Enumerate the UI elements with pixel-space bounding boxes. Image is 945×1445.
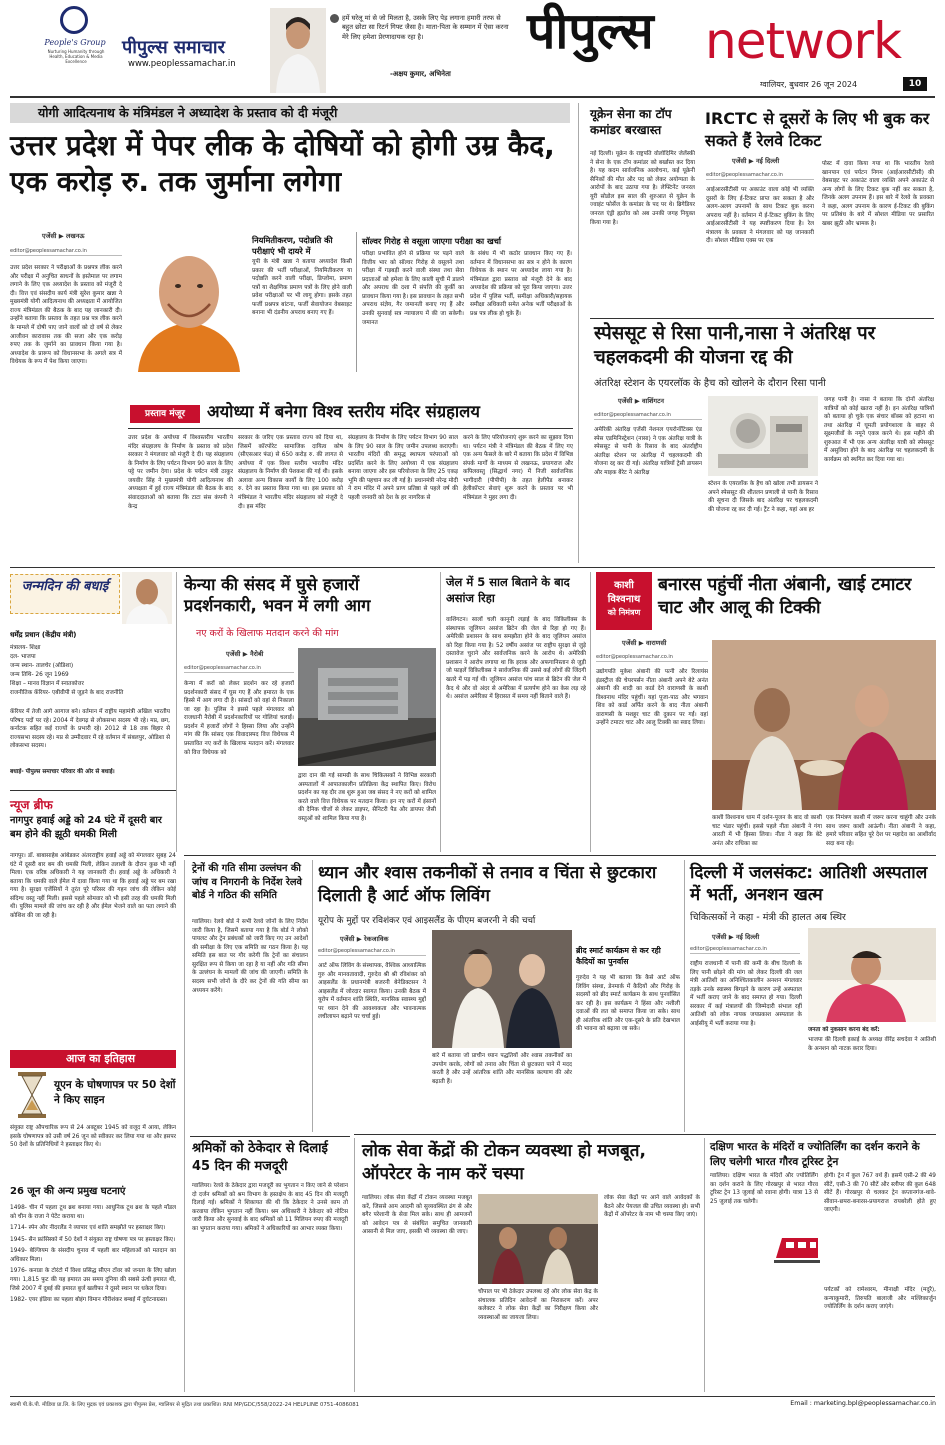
irctc-headline: IRCTC से दूसरों के लिए भी बुक कर सकते हैं रेलवे टिकट bbox=[705, 109, 930, 150]
kenya-col2: द्वारा दान की गई सामग्री के साथ चिकित्सकों ने विभिन्न सरकारी अस्पतालों में आपातकालीन प्रतिक्रिया केंद्र स्थापित किए। विरोध प्रदर्शन का यह दौर तब शुरू हुआ जब संसद ने नए करों को शामिल करते वाले वित्त विधेयक पर मतदान किया। इन नए करों में इंसानों की दैनिक चीजों से लेकर डाइपर, सैनिटरी पैड और डायपर जैसी वस्तुओं को शामिल किया गया है। bbox=[298, 773, 436, 822]
ayodhya-col1: उत्तर प्रदेश के अयोध्या में विश्वस्तरीय भारतीय मंदिर संग्रहालय के निर्माण के प्रस्ताव को प्रदेश सरकार ने मंगलवार को मंजूरी दे दी। यह संग्रहालय के निर्माण के लिए पर्यटन विभाग 90 साल के लिए पट्टे पर जमीन देगा। प्रदेश के पर्यटन मंत्री ठाकुर जयवीर सिंह ने मुख्यमंत्री योगी आदित्यनाथ की अध्यक्षता में हुई राज्य मंत्रिमंडल की बैठक के बाद संवाददाताओं को बताया कि टाटा संस कंपनी ने केन्द्र bbox=[128, 435, 233, 510]
kenya-col1: केन्या में करों को लेकर प्रदर्शन कर रहे हजारों प्रदर्शनकारी संसद में घुस गए हैं और इमारत के एक हिस्से में आग लगा दी है। सांसदों को वहां से निकाला जा रहा है। पुलिस ने इससे पहले मंगलवार को राजधानी नैरोबी में प्रदर्शनकारियों पर गोलियां चलाईं। प्रदर्शन में हजारों लोगों ने हिस्सा लिया और उन्होंने मांग की कि सांसद एक विवादास्पद वित्त विधेयक में प्रस्तावित नए करों के खिलाफ मतदान करें। मंगलवार को वित्त विधेयक को bbox=[184, 681, 294, 756]
workers-body: ग्वालियर। रेलवे के ठेकेदार द्वारा मजदूरी का भुगतान न किए जाने से परेशान दो दर्जन श्रमिकों को श्रम विभाग के हस्तक्षेप के बाद 45 दिन की मजदूरी दिलाई गई। श्रमिकों ने शिकायत की थी कि ठेकेदार ने उनसे काम तो करवाया लेकिन भुगतान नहीं किया। श्रम अधिकारी ने ठेकेदार को नोटिस जारी किया और सुनवाई के बाद श्रमिकों को 11 मिलियन रुपए की मजदूरी का भुगतान कराया गया। श्रमिकों ने अधिकारियों का आभार व्यक्त किया। bbox=[192, 1183, 348, 1232]
birthday-dob: जन्म तिथि- 26 जून 1969 bbox=[10, 672, 69, 678]
group-tagline: Nurturing Humanity through Health, Education & Media Excellence bbox=[47, 49, 105, 65]
bharat-headline: दक्षिण भारत के मंदिरों व ज्योतिर्लिंग का दर्शन कराने के लिए चलेगी भारत गौरव टूरिस्ट ट्रेन bbox=[710, 1141, 920, 1168]
bharat-col2: होगी। ट्रेन में कुल 767 वर्थ हैं। इसमें एसी-2 की 49 सीटें, एसी-3 की 70 सीटें और स्लीपर की कुल 648 सीटें हैं। गोरखपुर से चलकर ट्रेन कप्तानगंज-थावे-सीवान-छपरा-बनारस-प्रयागराज रायबरेली होते हुए जाएगी। bbox=[824, 1173, 936, 1214]
page-number: 10 bbox=[903, 77, 927, 91]
birthday-body: कॅरियर में तेजी आगे आगाज बने। वर्तमान में राष्ट्रीय महामंत्री अखिल भारतीय परिषद पदों पर रहे। 2004 में देवगढ़ से लोकसभा सदस्य भी रहे। मप्र, छग, कर्नाटक सहित कई राज्यों के प्रभारी रहे। 2012 से 18 तक बिहार से राज्यसभा सदस्य रहे। मप्र से उम्मीदवार में रहे वर्तमान में संबलपुर, ओडिशा से लोकसभा सदस्य। bbox=[10, 709, 170, 750]
nita-tag bbox=[596, 572, 652, 630]
history-events bbox=[10, 1204, 176, 1390]
delhi-caption: भाजपा की दिल्ली इकाई के अध्यक्ष वीरेंद्र सचदेवा ने आतिशी के अनशन को नाटक करार दिया। bbox=[808, 1037, 936, 1052]
birthday-wish: बधाई- पीपुल्स समाचार परिवार की ओर से बधाई। bbox=[10, 769, 115, 775]
ukraine-headline: यूक्रेन सेना का टॉप कमांडर बरखास्त bbox=[590, 107, 672, 138]
train-photo bbox=[772, 1224, 822, 1270]
website-link[interactable]: www.peoplessamachar.in bbox=[128, 59, 236, 69]
irctc-email: editor@peoplessamachar.co.in bbox=[706, 172, 814, 180]
trains-headline: ट्रेनों की गति सीमा उल्लंघन की जांच व निगरानी के निर्देश रेलवे बोर्ड ने गठित की समिति bbox=[192, 863, 302, 902]
birthday-name: धर्मेंद्र प्रधान (केंद्रीय मंत्री) bbox=[10, 630, 77, 639]
nita-headline: बनारस पहुंचीं नीता अंबानी, खाई टमाटर चाट और आलू की टिक्की bbox=[658, 575, 912, 618]
masthead bbox=[0, 0, 945, 100]
nita-caption1: काशी विश्वनाथ धाम में दर्शन-पूजन के बाद वो काशी चाट भंडार पहुंचीं। इससे पहले नीता अंबानी ने गंगा आरती में भी हिस्सा लिया। नीता ने कहा कि बेटे अनंत और राधिका का bbox=[712, 815, 822, 847]
history-event: 1982- एयर इंडिया का पहला बोइंग विमान गौरीशंकर बम्बई में दुर्घटनाग्रस्त। bbox=[10, 1297, 168, 1304]
trains-body: ग्वालियर। रेलवे बोर्ड ने सभी रेलवे जोनों के लिए निर्देश जारी किया है, जिसमें बताया गया है कि बोर्ड ने लोको पायलट और ट्रेन प्रबंधकों को जारी किए गए उन आदेशों की समीक्षा के लिए एक समिति का गठन किया है। यह समिति इस बात पर गौर करेगी कि ट्रेनों का संचालन सुरक्षित रूप से किया जा रहा है या नहीं और गति सीमा के उल्लंघन के मामलों की जांच की जाएगी। समिति के सदस्य सभी जोनों के दौरे कर ट्रेनों की गति सीमा का अध्ययन करेंगे। bbox=[192, 919, 308, 994]
kenya-email: editor@peoplessamachar.co.in bbox=[184, 665, 294, 673]
nasa-photo bbox=[708, 396, 818, 476]
delhi-caption-head: जनता को नुकसान करना बंद करें: bbox=[808, 1027, 880, 1033]
nasa-headline: स्पेससूट से रिसा पानी,नासा ने अंतरिक्ष पर चहलकदमी की योजना रद्द की bbox=[594, 323, 876, 369]
token-col3: लोक सेवा केंद्रों पर आने वाले आवेदकों के बैठने और पेयजल की उचित व्यवस्था हो। सभी केंद्रों में ऑपरेटर के नाम भी चस्पा किए जाएं। bbox=[604, 1195, 700, 1219]
kenya-subhead: नए करों के खिलाफ मतदान करने की मांग bbox=[196, 628, 339, 639]
ad-portrait bbox=[270, 8, 326, 93]
delhi-body: राष्ट्रीय राजधानी में पानी की कमी के बीच दिल्ली के लिए पानी छोड़ने की मांग को लेकर दिल्ली की जल मंत्री आतिशी का अनिश्चितकालीन अनशन मंगलवार तड़के उनके स्वास्थ्य बिगड़ने के कारण उन्हें अस्पताल में भर्ती कराए जाने के बाद समाप्त हो गया। दिल्ली सरकार में कई मंत्रालयों की जिम्मेदारी संभाल रहीं आतिशी को लोक नायक जयप्रकाश अस्पताल के आईसीयू में भर्ती कराया गया है। bbox=[690, 961, 802, 1028]
atishi-photo bbox=[808, 928, 936, 1022]
bharat-col1: ग्वालियर। दक्षिण भारत के मंदिरों और ज्योतिर्लिंग का दर्शन कराने के लिए गोरखपुर से भारत गौरव टूरिस्ट ट्रेन 13 जुलाई को रवाना होगी। यात्रा 13 से 25 जुलाई तक चलेगी। bbox=[710, 1173, 818, 1205]
ad-author: -अक्षय कुमार, अभिनेता bbox=[390, 70, 451, 78]
cm-photo bbox=[128, 232, 250, 372]
lead-body: उत्तर प्रदेश सरकार ने परीक्षाओं के प्रश्नपत्र लीक करने और परीक्षा में अनुचित साधनों के इस्तेमाल पर लगाम लगाने के लिए एक अध्यादेश के प्रस्ताव को मंजूरी दे दी। वित्त एवं संसदीय कार्य मंत्री सुरेश कुमार खन्ना ने मुख्यमंत्री योगी आदित्यनाथ की अध्यक्षता में आयोजित राज्य मंत्रिमंडल की बैठक के बाद यह जानकारी दी। उन्होंने बताया कि प्रस्ताव के तहत प्रश्न पत्र लीक करने के मामले में दोषी पाए जाने वालों को दो वर्ष से लेकर आजीवन कारावास तक की सजा और एक करोड़ रुपए तक के जुर्माने का प्रावधान किया गया है। अध्यादेश के प्रारूप को विधानसभा के अगले सत्र में विधेयक के रूप में पेश किया जाएगा। bbox=[10, 265, 122, 366]
ad-quote: हमें घरेलू मां से जो मिलता है, उसके लिए पेड़ लगाना हमारी तरफ से बहुत छोटा सा रिटर्न गिफ्ट जैसा है। माता-पिता के सम्मान में ऐसा करना मेरे लिए हमेशा प्रेरणादायक रहा है। bbox=[342, 14, 509, 41]
workers-headline: श्रमिकों को ठेकेदार से दिलाई 45 दिन की मजदूरी bbox=[192, 1141, 328, 1174]
birthday-heading: जन्मदिन की बधाई bbox=[10, 574, 120, 614]
sri-byline: एजेंसी ▶ रेकजाविक bbox=[340, 935, 389, 943]
history-events-heading: 26 जून की अन्य प्रमुख घटनाएं bbox=[10, 1186, 126, 1197]
ayodhya-col2: सरकार के जरिए एक प्रस्ताव राज्य को दिया था, जिसमें कॉरपोरेट सामाजिक दायित्व कोष (सीएसआर फंड) से 650 करोड़ रु. की लागत से अयोध्या में एक विश्व स्तरीय भारतीय मंदिर संग्रहालय के निर्माण की पेशकश की गई थी। इसके अलावा अन्य विकास कार्यों के लिए 100 करोड़ रु. देने का प्रस्ताव किया गया था। इस प्रस्ताव को मंत्रिमंडल ने भारतीय मंदिर संग्रहालय को मंजूरी दे दी। इस मंदिर bbox=[238, 435, 343, 510]
lead-kicker: योगी आदित्यनाथ के मंत्रिमंडल ने अध्यादेश के प्रस्ताव को दी मंजूरी bbox=[10, 103, 570, 123]
paper-name: पीपुल्स समाचार bbox=[122, 37, 225, 58]
ayodhya-col4: करने के लिए परियोजनाएं शुरू करने का सुझाव दिया था। पर्यटन मंत्री ने मंत्रिमंडल की बैठक में लिए गए एक अन्य फैसले के बारे में बताया कि प्रदेश में विभिन्न संपर्क मार्गों के माध्यम से लखनऊ, प्रयागराज और कपिलवस्तु (सिद्धार्थ नगर) में निजी सार्वजनिक भागीदारी (पीपीपी) के तहत हेलीपैड बनाकर हेलीकॉप्टर सेवाएं शुरू करने के प्रस्ताव पर भी मंत्रिमंडल ने मुहर लगा दी। bbox=[463, 435, 573, 502]
birthday-ministry: मंत्रालय- शिक्षा bbox=[10, 645, 41, 651]
nita-byline: एजेंसी ▶ वाराणसी bbox=[622, 639, 667, 647]
assange-body: वाशिंगटन। सालों चली कानूनी लड़ाई के बाद विकिलीक्स के संस्थापक जूलियन असांज ब्रिटेन की जेल से रिहा हो गए हैं। अमेरिकी प्रशासन के साथ समझौता होने के बाद जूलियन असांज को रिहा किया गया है। 52 वर्षीय असांज पर राष्ट्रीय सुरक्षा से जुड़े दस्तावेज चुराने और सार्वजनिक करने के आरोप थे। अमेरिकी प्रशासन ने आरोप लगाया था कि इराक और अफगानिस्तान से जुड़ी जो फाइलें विकिलीक्स ने सार्वजनिक कीं उससे कई लोगों की जिंदगी खतरे में पड़ गई थी। जूलियन असांज पांच साल से ब्रिटेन की जेल में कैद थे और वो अंदर से अमेरिका में प्रत्यर्पण होने का केस लड़ रहे थे। असांज अमेरिका में हिरासत में समय नहीं बिताने वाले हैं। bbox=[446, 617, 586, 701]
kenya-headline: केन्या की संसद में घुसे हजारों प्रदर्शनकारी, भवन में लगी आग bbox=[184, 575, 371, 616]
assange-headline: जेल में 5 साल बिताने के बाद असांज रिहा bbox=[446, 575, 570, 606]
bharat-col3: पर्यटकों को रामेश्वरम, मीनाक्षी मंदिर (मदुरै), कन्याकुमारी, तिरुपति बालाजी और मल्लिकार्जुन ज्योतिर्लिंग के दर्शन कराए जाएंगे। bbox=[824, 1287, 936, 1311]
birthday-birthplace: जन्म स्थान- तालचेर (ओडिशा) bbox=[10, 663, 74, 669]
kenya-photo bbox=[298, 648, 436, 766]
sri-headline: ध्यान और श्वास तकनीकों से तनाव व चिंता से छुटकारा दिलाती है आर्ट ऑफ लिविंग bbox=[318, 863, 657, 906]
ukraine-body: नई दिल्ली। यूक्रेन के राष्ट्रपति वोलोदिमिर जेलेंस्की ने सेना के एक टॉप कमांडर को बर्खास्त कर दिया है। यह कदम सार्वजनिक आलोचना, कई यूक्रेनी सैनिकों की मौत और पद को लेकर अयोग्यता के आरोपों के बाद उठाया गया है। लेफ्टिनेंट जनरल यूरी सोडोल इस साल की शुरुआत से यूक्रेन के ज्वाइंट फोर्सेज के कमांडर के पद पर थे। ब्रिगेडियर जनरल एंड्री ह्नातोव को अब उनकी जगह नियुक्त किया गया है। bbox=[590, 151, 695, 226]
history-headline: यूएन के घोषणापत्र पर 50 देशों ने किए साइन bbox=[54, 1079, 176, 1107]
delhi-email: editor@peoplessamachar.co.in bbox=[690, 946, 800, 954]
history-event: 1498- चीन में पहला टूथ ब्रश बनाया गया। आधुनिक टूथ ब्रश के पहले मॉडल को चीन के राजा ने पेटेंट कराया था। bbox=[10, 1205, 176, 1220]
irctc-col2: पोस्ट में दावा किया गया था कि भारतीय रेलवे खानपान एवं पर्यटन निगम (आईआरसीटीसी) की वेबसाइट पर अकाउंट वाला व्यक्ति अपने अकाउंट से अन्य लोगों के लिए टिकट बुक नहीं कर सकता है, जिनके अलग उपनाम हैं। इस बारे में रेलवे के प्रवक्ता ने कहा, अलग उपनाम के कारण ई-टिकट की बुकिंग पर प्रतिबंध के बारे में सोशल मीडिया पर प्रसारित खबर झूठी और भ्रामक है। bbox=[822, 161, 934, 228]
lead-headline: उत्तर प्रदेश में पेपर लीक के दोषियों को होगी उम्र कैद, एक करोड़ रु. तक जुर्माना लगेगा bbox=[10, 129, 555, 199]
nasa-subhead: अंतरिक्ष स्टेशन के एयरलॉक के हैच को खोलने के दौरान रिसा पानी bbox=[594, 378, 826, 389]
paper-title-english: network bbox=[705, 12, 902, 70]
footer-email[interactable]: Email : marketing.bpl@peoplessamachar.co.in bbox=[790, 1400, 936, 1407]
history-body: संयुक्त राष्ट्र औपचारिक रूप से 24 अक्टूबर 1945 को वजूद में आया, लेकिन इसके घोषणापत्र को उसी वर्ष 26 जून को स्वीकार कर लिया गया था और इसपर 50 देशों के प्रतिनिधियों ने हस्ताक्षर किए थे। bbox=[10, 1125, 176, 1149]
nasa-email: editor@peoplessamachar.co.in bbox=[594, 412, 702, 420]
ayodhya-headline: अयोध्या में बनेगा विश्व स्तरीय मंदिर संग्रहालय bbox=[207, 402, 480, 421]
delhi-headline: दिल्ली में जलसंकट: आतिशी अस्पताल में भर्ती, अनशन खत्म bbox=[690, 863, 928, 906]
lead-box-col1: परीक्षा प्रभावित होने से प्रक्रिया पर पड़ने वाले वित्तीय भार को सॉल्वर गिरोह से वसूलने तथा परीक्षा में गड़बड़ी करने वाली संस्था तथा सेवा प्रदाताओं को हमेशा के लिए काली सूची में डालने और अपराध की दशा में संपत्ति की कुर्की का प्रावधान किया गया है। इस प्रावधान के तहत सभी अपराध संज्ञेय, गैर जमानती बनाए गए हैं और उनकी सुनवाई सत्र न्यायालय में की जा सकेगी। जमानत bbox=[362, 251, 464, 326]
history-heading: आज का इतिहास bbox=[10, 1050, 176, 1068]
footer-imprint: स्वामी पी.के.पी. मीडिया प्रा.लि. के लिए मुद्रक एवं प्रकाशक द्वारा पीपुल्स प्रेस, ग्वालियर से मुद्रित तथा प्रकाशित। RNI MP/GDC/558/2022-24 HELPLINE 0751-4086081 bbox=[10, 1402, 359, 1408]
irctc-col1: आईआरसीटीसी पर अकाउंट वाला कोई भी व्यक्ति दूसरों के लिए ई-टिकट प्राप्त कर सकता है और अलग-अलग उपनामों के साथ टिकट बुक करना अपराध नहीं है। वर्तमान में ई-टिकट बुकिंग के लिए आईआरसीटीसी ने यह स्पष्टीकरण दिया है। रेल मंत्रालय के प्रवक्ता ने मंगलवार को यह जानकारी दी। सोशल मीडिया एक्स पर एक bbox=[706, 187, 814, 245]
birthday-career: राजनीतिक कॅरियर- एबीवीपी से जुड़ने के बाद राजनीति bbox=[10, 690, 124, 696]
nita-email: editor@peoplessamachar.co.in bbox=[596, 654, 708, 662]
token-headline: लोक सेवा केंद्रों की टोकन व्यवस्था हो मजबूत, ऑपरेटर के नाम करें चस्पा bbox=[362, 1141, 646, 1184]
lead-box-heading: सॉल्वर गिरोह से वसूला जाएगा परीक्षा का खर्चा bbox=[362, 236, 502, 246]
irctc-byline: एजेंसी ▶ नई दिल्ली bbox=[732, 157, 780, 165]
nita-body: उद्योगपति मुकेश अंबानी की पत्नी और रिलायंस इंडस्ट्रीज की चेयरपर्सन नीता अंबानी अपने बेटे अनंत अंबानी की शादी का कार्ड देने वाराणसी के काशी विश्वनाथ मंदिर पहुंचीं। यहां पूजा-पाठ और भगवान शिव को कार्ड अर्पित करने के बाद नीता अंबानी वाराणसी के मशहूर चाट की दुकान पर गईं। वहां उन्होंने टमाटर चाट और आलू टिक्की का स्वाद लिया। bbox=[596, 669, 708, 727]
token-photo bbox=[478, 1194, 598, 1284]
token-col1: ग्वालियर। लोक सेवा केंद्रों में टोकन व्यवस्था मजबूत करें, जिससे आम आदमी को सुव्यवस्थित ढंग से और बगैर परेशानी के सेवा मिल सके। साथ ही आमजनों को आवेदन पत्र से संबंधित समुचित जानकारी आसानी से मिल जाए, इसकी भी व्यवस्था की जाए। bbox=[362, 1195, 472, 1236]
nita-tag-line3: को निमंत्रण bbox=[607, 608, 641, 617]
nasa-col1: अमेरिकी अंतरिक्ष एजेंसी नेशनल एयरोनॉटिक्स एंड स्पेस एडमिनिस्ट्रेशन (नासा) ने एक अंतरिक्ष यात्री के स्पेससूट से पानी के रिसाव के बाद अंतर्राष्ट्रीय अंतरिक्ष स्टेशन पर अंतरिक्ष में चहलकदमी की योजना रद्द कर दी गई। अंतरिक्ष यात्रियों ट्रेसी डायसन और माइक बैरेट ने अंतरिक्ष bbox=[594, 427, 702, 476]
history-event: 1976- कनाडा के टोरंटो में विश्व प्रसिद्ध सीएन टॉवर को जनता के लिए खोला गया। 1,815 फुट की यह इमारत उस समय दुनिया की सबसे ऊंची इमारत थी, जिसे 2007 में दुबई की इमारत बुर्ज खलीफा ने दूसरे स्थान पर धकेल दिया। bbox=[10, 1268, 176, 1292]
birthday-party: दल- भाजपा bbox=[10, 654, 36, 660]
brief-body: नागपुर। डॉ. बाबासाहेब आंबेडकर अंतरराष्ट्रीय हवाई अड्डे को मंगलवार सुबह 24 घंटे में दूसरी बार बम की धमकी मिली, लेकिन तलाशी के दौरान कुछ भी नहीं मिला। एक वरिष्ठ अधिकारी ने यह जानकारी दी। हवाई अड्डे के अधिकारी ने बताया कि धमकी वाले ईमेल में दावा किया गया था कि हवाई अड्डे पर बम रखा गया है। सुरक्षा एजेंसियों ने तुरंत पूरे परिसर की गहन जांच की लेकिन कोई संदिग्ध वस्तु नहीं मिली। इससे पहले सोमवार को भी इसी तरह की धमकी मिली थी। पुलिस मामले की जांच कर रही है और ईमेल भेजने वाले का पता लगाने की कोशिश की जा रही है। bbox=[10, 853, 176, 920]
kenya-byline: एजेंसी ▶ नैरोबी bbox=[226, 650, 264, 658]
lead-sidebar-body: यूपी के मंत्री खन्ना ने बताया अध्यादेश किसी प्रकार की भर्ती परीक्षाओं, नियमितीकरण या पदोन्नति करने वाली परीक्षा, डिप्लोमा, प्रमाण पत्रों या शैक्षणिक प्रमाण पत्रों के लिए होने वाली प्रवेश परीक्षाओं पर भी लागू होगा। इसके तहत फर्जी प्रश्नपत्र बांटना, फर्जी सेवायोजन वेबसाइट बनाना भी दंडनीय अपराध बनाए गए हैं। bbox=[252, 259, 352, 317]
lead-sidebar-heading: नियमितीकरण, पदोन्नति की परीक्षाएं भी दायरे में bbox=[252, 235, 333, 257]
delhi-byline: एजेंसी ▶ नई दिल्ली bbox=[712, 933, 760, 941]
brief-headline: नागपुर हवाई अड्डे को 24 घंटे में दूसरी बार बम होने की झूठी धमकी मिली bbox=[10, 815, 162, 840]
sri-photo bbox=[432, 930, 572, 1048]
sri-email: editor@peoplessamachar.co.in bbox=[318, 948, 426, 956]
lead-byline: एजेंसी ▶ लखनऊ bbox=[42, 232, 85, 240]
lead-box-col2: के संबंध में भी कठोर प्रावधान किए गए हैं। वर्तमान में विधानसभा का सत्र न होने के कारण विधेयक के स्थान पर अध्यादेश लाया गया है। मंत्रिमंडल द्वारा प्रस्ताव को मंजूरी देने के बाद अध्यादेश की प्रक्रिया को पूरा किया जाएगा। उत्तर प्रदेश में पुलिस भर्ती, समीक्षा अधिकारी/सहायक समीक्षा अधिकारी समेत अनेक भर्ती परीक्षाओं के प्रश्न पत्र लीक हो चुके हैं। bbox=[470, 251, 572, 318]
nita-tag-line1: काशी bbox=[614, 580, 634, 591]
sri-col1: आर्ट ऑफ लिविंग के संस्थापक, वैश्विक आध्यात्मिक गुरु और मानवतावादी, गुरुदेव श्री श्री रविशंकर को आइसलैंड के प्रधानमंत्री बजरनी बेनेडिक्टसन ने आइसलैंड में जोरदार स्वागत किया। उनकी बैठक में यूरोप में वर्तमान शांति स्थिति, मानसिक स्वास्थ्य मुद्दों पर ध्यान देने की आवश्यकता और भावनात्मक लचीलापन बढ़ाने पर चर्चा हुई। bbox=[318, 963, 426, 1021]
minister-photo bbox=[122, 572, 172, 624]
history-event: 1714- स्पेन और नीदरलैंड ने व्यापार एवं शांति समझौते पर हस्ताक्षर किए। bbox=[10, 1225, 166, 1232]
group-name: People's Group bbox=[44, 38, 106, 47]
nita-tag-line2: विश्वनाथ bbox=[607, 594, 641, 605]
nita-photo bbox=[712, 640, 936, 810]
sri-box-body: गुरुदेव ने यह भी बताया कि कैसे आर्ट ऑफ लिविंग संस्था, डेनमार्क में कैदियों और गिरोह के सदस्यों को ब्रीद स्मार्ट कार्यक्रम के साथ पुनर्वासित कर रही है। इस कार्यक्रम ने हिंसा और नशीली दवाओं की लत को समाप्त किया जा सके। साथ ही आंतरिक शांति और एक-दूसरे के प्रति देखभाल की भावना को बढ़ाया जा सके। bbox=[576, 975, 680, 1033]
ayodhya-tag: प्रस्ताव मंजूर bbox=[130, 405, 200, 423]
dateline: ग्वालियर, बुधवार 26 जून 2024 bbox=[760, 80, 858, 89]
history-event: 1945- सैन फ्रांसिस्को में 50 देशों ने संयुक्त राष्ट्र घोषणा पत्र पर हस्ताक्षर किए। bbox=[10, 1236, 176, 1243]
paper-title-hindi: पीपुल्स bbox=[527, 2, 654, 60]
nita-caption2: एक निमंत्रण काशी में जरूर करना चाहूंगी और उनके साथ जरूर काशी आऊंगी। नीता अंबानी ने कहा, हमारे परिवार सहित पूरे देश पर महादेव का आशीर्वाद सदा बना रहे। bbox=[826, 815, 936, 847]
token-col2: चौपाल पर भी ठेकेदार उपलब्ध रहें और लोक सेवा केंद्र के संचालक प्रतिदिन आवेदनों का निराकरण करें। अपर कलेक्टर ने लोक सेवा केंद्रों का निरीक्षण किया और व्यवस्थाओं का जायजा लिया। bbox=[478, 1289, 598, 1321]
delhi-subhead: चिकित्सकों ने कहा - मंत्री की हालत अब स्थिर bbox=[690, 912, 846, 923]
hourglass-icon bbox=[14, 1070, 50, 1120]
sri-box-heading: ब्रीद स्मार्ट कार्यक्रम से कर रही कैदियों का पुनर्वास bbox=[576, 946, 661, 966]
sri-col2: बारे में बताया जो प्राचीन ध्यान पद्धतियों और श्वास तकनीकों का उपयोग करके, लोगों को तनाव और चिंता से छुटकारा पाने में मदद करती है और उन्हें आंतरिक शांति और मानसिक कल्याण की ओर बढ़ाती हैं। bbox=[432, 1053, 572, 1085]
peoples-group-logo bbox=[60, 6, 88, 34]
brief-section: न्यूज ब्रीफ bbox=[10, 798, 53, 812]
sri-subhead: यूरोप के मुद्दों पर रविशंकर एवं आइसलैंड के पीएम बजरनी ने की चर्चा bbox=[318, 916, 536, 926]
nasa-col3: जगह पानी है। नासा ने बताया कि दोनों अंतरिक्ष यात्रियों को कोई खतरा नहीं है। इन अंतरिक्ष यात्रियों को बताया हो चुके एक संचार बॉक्स को हटाना था तथा अंतरिक्ष में घूमती प्रयोगशाला के बाहर से सूक्ष्मजीवों के नमूने एकत्र करने थे। इस महीने की शुरुआत में भी एक अन्य अंतरिक्ष यात्री को स्पेससूट में असुविधा होने के बाद अंतरिक्ष पर चहलकदमी के कार्यक्रम को स्थगित कर दिया गया था। bbox=[824, 397, 934, 464]
ayodhya-col3: संग्रहालय के निर्माण के लिए पर्यटन विभाग 90 साल के लिए 90 साल के लिए जमीन उपलब्ध कराएगी। भारतीय मंदिरों की समृद्ध स्थापत्य परंपराओं को प्रदर्शित करने के लिए अयोध्या में एक संग्रहालय बनाया जाएगा और इस परियोजना के लिए 25 एकड़ भूमि की पहचान कर ली गई है। प्रधानमंत्री नरेन्द्र मोदी ने राम मंदिर में अपने प्राण प्रतिष्ठा से पहले वर्ष की पहली जनवरी को देश के हर नागरिक से bbox=[348, 435, 458, 502]
history-event: 1949- बेल्जियम के संसदीय चुनाव में पहली बार महिलाओं को मतदान का अधिकार मिला। bbox=[10, 1248, 176, 1263]
quote-icon bbox=[330, 14, 339, 23]
nasa-col2: स्टेशन के एयरलॉक के हैच को खोला तभी डायसन ने अपने स्पेससूट की शीतलन प्रणाली से पानी के रिसाव की सूचना दी जिसके बाद अंतरिक्ष पर चहलकदमी की योजना रद्द कर दी गई। ट्रैंट ने कहा, यहां अब हर bbox=[708, 481, 818, 513]
birthday-education: शिक्षा – मानव विज्ञान में स्नातकोत्तर bbox=[10, 681, 84, 687]
nasa-byline: एजेंसी ▶ वाशिंगटन bbox=[618, 397, 664, 405]
lead-email: editor@peoplessamachar.co.in bbox=[10, 248, 122, 256]
